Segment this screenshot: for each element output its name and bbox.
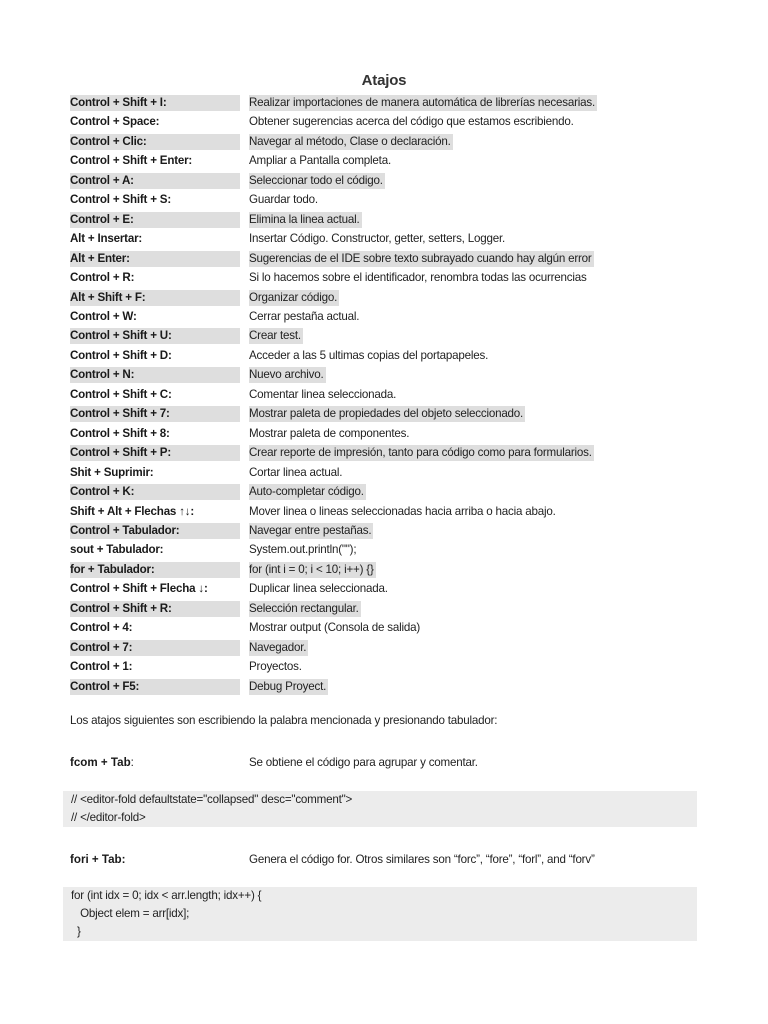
- shortcut-row: [70, 249, 710, 268]
- shortcut-row: [70, 385, 710, 404]
- shortcut-description: Navegar al método, Clase o declaración.: [249, 134, 451, 148]
- shortcut-description: Elimina la linea actual.: [249, 212, 360, 226]
- snippet-fcom-key: fcom + Tab:: [70, 756, 134, 769]
- shortcut-row: [70, 579, 710, 598]
- shortcut-key: Control + Shift + D:: [70, 348, 172, 362]
- shortcut-row: [70, 638, 710, 657]
- code-line: Object elem = arr[idx];: [71, 907, 190, 920]
- shortcut-description: Nuevo archivo.: [249, 368, 324, 382]
- shortcut-key: Control + Shift + Enter:: [70, 154, 193, 168]
- shortcut-key: Control + R:: [70, 271, 135, 285]
- code-block-fori: [63, 887, 697, 941]
- shortcut-key: Control + Shift + Flecha ↓:: [70, 582, 208, 596]
- shortcut-key: Control + 1:: [70, 660, 133, 674]
- shortcut-description: Mostrar paleta de propiedades del objeto seleccionado.: [249, 407, 524, 421]
- shortcut-row: [70, 599, 710, 618]
- snippet-fori-key: fori + Tab:: [70, 853, 126, 866]
- shortcut-description: Cerrar pestaña actual.: [249, 309, 360, 323]
- shortcut-description: Sugerencias de el IDE sobre texto subrayado cuando hay algún error: [249, 251, 592, 265]
- shortcut-description: Insertar Código. Constructor, getter, setters, Logger.: [249, 232, 505, 246]
- shortcut-key: Shift + Alt + Flechas ↑↓:: [70, 504, 195, 518]
- shortcut-description: Organizar código.: [249, 290, 338, 304]
- shortcut-description: Mostrar output (Consola de salida): [249, 621, 421, 635]
- snippet-fcom-desc: Se obtiene el código para agrupar y comentar.: [249, 756, 478, 769]
- shortcut-description: Guardar todo.: [249, 193, 318, 207]
- shortcut-row: [70, 93, 710, 112]
- shortcut-description: Selección rectangular.: [249, 601, 359, 615]
- shortcut-description: Auto-completar código.: [249, 485, 364, 499]
- shortcut-key: Control + Tabulador:: [70, 523, 240, 539]
- shortcut-description: Mover linea o lineas seleccionadas hacia arriba o hacia abajo.: [249, 504, 556, 518]
- shortcut-key: Control + 7:: [70, 640, 240, 656]
- shortcut-row: [70, 443, 710, 462]
- shortcut-row: [70, 288, 710, 307]
- shortcut-key: Alt + Enter:: [70, 251, 240, 267]
- shortcut-description: Si lo hacemos sobre el identificador, renombra todas las ocurrencias: [249, 271, 587, 285]
- shortcut-row: [70, 521, 710, 540]
- shortcut-description: Crear test.: [249, 329, 301, 343]
- shortcut-description: Mostrar paleta de componentes.: [249, 426, 410, 440]
- shortcut-key: Control + W:: [70, 309, 137, 323]
- shortcut-row: [70, 657, 710, 676]
- snippet-fori-desc: Genera el código for. Otros similares son “forc”, “fore”, “forl”, and “forv”: [249, 853, 595, 866]
- shortcut-key: Control + E:: [70, 212, 240, 228]
- shortcut-row: [70, 229, 710, 248]
- shortcut-row: [70, 424, 710, 443]
- shortcut-row: [70, 112, 710, 131]
- shortcut-row: [70, 463, 710, 482]
- shortcut-row: [70, 346, 710, 365]
- shortcut-row: [70, 132, 710, 151]
- shortcut-description: Cortar linea actual.: [249, 465, 343, 479]
- code-line: }: [71, 925, 81, 938]
- shortcut-description: System.out.println("");: [249, 543, 357, 557]
- shortcut-description: Debug Proyect.: [249, 679, 327, 693]
- shortcut-key: Control + 4:: [70, 621, 133, 635]
- shortcut-key: Alt + Insertar:: [70, 232, 143, 246]
- shortcut-key: Control + Shift + 8:: [70, 426, 170, 440]
- shortcut-row: [70, 268, 710, 287]
- shortcut-description: Crear reporte de impresión, tanto para código como para formularios.: [249, 446, 592, 460]
- shortcut-description: Acceder a las 5 ultimas copias del portapapeles.: [249, 348, 489, 362]
- shortcut-key: Control + F5:: [70, 679, 240, 695]
- shortcut-row: [70, 560, 710, 579]
- shortcut-key: Control + Shift + S:: [70, 193, 171, 207]
- shortcut-key: Control + Shift + R:: [70, 601, 240, 617]
- shortcut-key: sout + Tabulador:: [70, 543, 164, 557]
- shortcut-description: Ampliar a Pantalla completa.: [249, 154, 391, 168]
- shortcut-row: [70, 190, 710, 209]
- shortcut-description: Comentar linea seleccionada.: [249, 387, 397, 401]
- shortcut-row: [70, 171, 710, 190]
- shortcut-row: [70, 482, 710, 501]
- shortcut-description: Duplicar linea seleccionada.: [249, 582, 388, 596]
- code-block-fcom: [63, 791, 697, 827]
- shortcut-key: Control + N:: [70, 367, 240, 383]
- shortcut-key: Control + Clic:: [70, 134, 240, 150]
- shortcut-description: for (int i = 0; i < 10; i++) {}: [249, 562, 374, 576]
- shortcut-key: Control + Shift + 7:: [70, 406, 240, 422]
- shortcut-row: [70, 326, 710, 345]
- shortcut-row: [70, 677, 710, 696]
- shortcut-key: Control + Space:: [70, 115, 160, 129]
- shortcut-key: for + Tabulador:: [70, 562, 240, 578]
- shortcut-key: Shit + Suprimir:: [70, 465, 154, 479]
- shortcut-key: Control + Shift + P:: [70, 445, 240, 461]
- shortcut-key: Control + Shift + U:: [70, 328, 240, 344]
- shortcut-description: Seleccionar todo el código.: [249, 173, 383, 187]
- shortcut-row: [70, 502, 710, 521]
- snippet-intro-note: Los atajos siguientes son escribiendo la palabra mencionada y presionando tabulador:: [70, 714, 498, 727]
- shortcut-row: [70, 365, 710, 384]
- code-line: for (int idx = 0; idx < arr.length; idx++) {: [71, 889, 262, 902]
- shortcut-row: [70, 404, 710, 423]
- shortcut-description: Realizar importaciones de manera automática de librerías necesarias.: [249, 96, 595, 109]
- code-line: // </editor-fold>: [71, 811, 146, 824]
- code-line: // <editor-fold defaultstate="collapsed" desc="comment">: [71, 793, 353, 806]
- shortcut-row: [70, 151, 710, 170]
- shortcut-key: Control + A:: [70, 173, 240, 189]
- shortcut-row: [70, 307, 710, 326]
- shortcut-key: Control + K:: [70, 484, 240, 500]
- shortcut-key: Control + Shift + C:: [70, 387, 172, 401]
- shortcut-description: Navegar entre pestañas.: [249, 523, 372, 537]
- shortcut-description: Navegador.: [249, 640, 307, 654]
- shortcut-key: Alt + Shift + F:: [70, 290, 240, 306]
- page-title: Atajos: [361, 72, 407, 89]
- shortcut-description: Obtener sugerencias acerca del código que estamos escribiendo.: [249, 115, 574, 129]
- shortcut-row: [70, 540, 710, 559]
- shortcut-key: Control + Shift + I:: [70, 95, 240, 111]
- shortcut-row: [70, 210, 710, 229]
- shortcut-description: Proyectos.: [249, 660, 302, 674]
- shortcut-row: [70, 618, 710, 637]
- shortcut-table: [70, 93, 710, 696]
